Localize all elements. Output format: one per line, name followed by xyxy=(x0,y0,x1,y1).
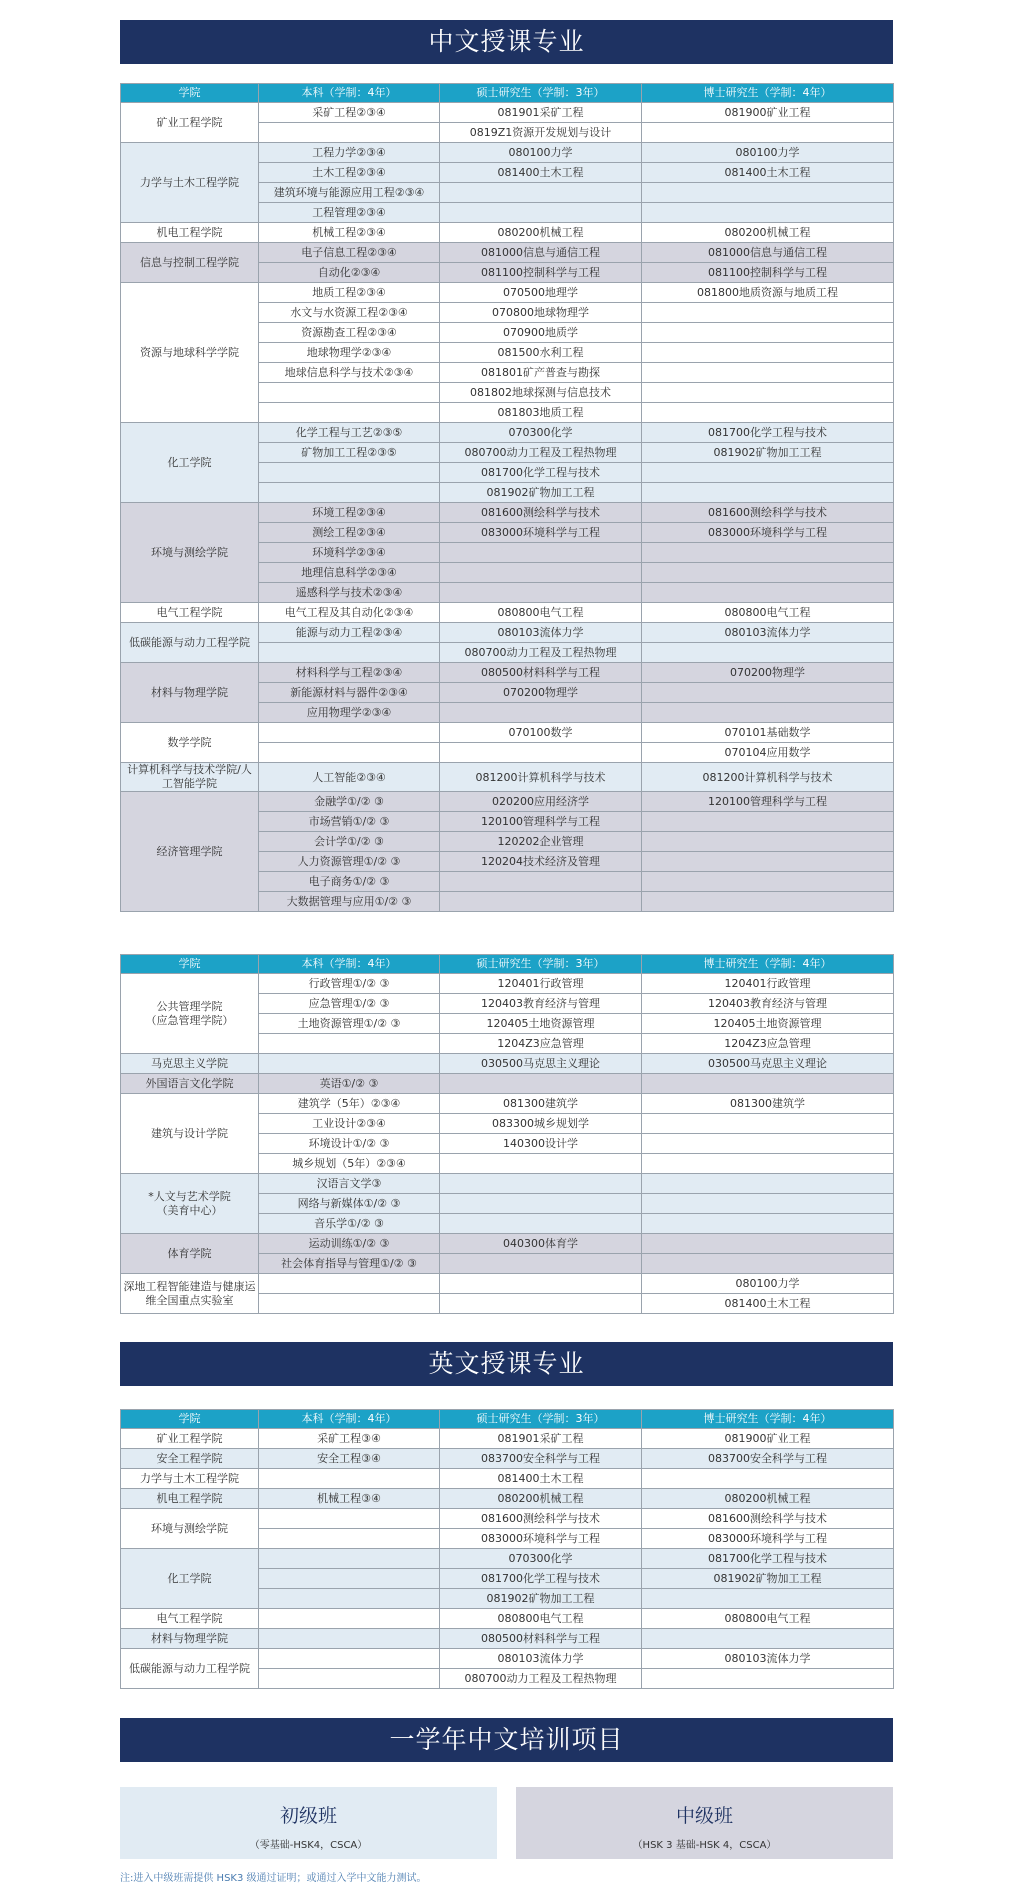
phd-cell: 120100管理科学与工程 xyxy=(642,792,894,812)
section-title-training: 一学年中文培训项目 xyxy=(120,1718,893,1762)
master-cell: 081300建筑学 xyxy=(440,1094,642,1114)
college-cell: 低碳能源与动力工程学院 xyxy=(121,1649,259,1689)
phd-cell xyxy=(642,1629,894,1649)
table-row xyxy=(121,663,894,683)
undergrad-cell: 土木工程②③④ xyxy=(259,163,440,183)
master-cell: 080800电气工程 xyxy=(440,1609,642,1629)
college-cell: 计算机科学与技术学院/人工智能学院 xyxy=(121,763,259,792)
college-cell: 环境与测绘学院 xyxy=(121,503,259,603)
phd-cell xyxy=(642,683,894,703)
master-cell: 080800电气工程 xyxy=(440,603,642,623)
phd-cell: 081700化学工程与技术 xyxy=(642,423,894,443)
undergrad-cell: 环境工程②③④ xyxy=(259,503,440,523)
undergrad-cell: 运动训练①/② ③ xyxy=(259,1234,440,1254)
college-cell: 低碳能源与动力工程学院 xyxy=(121,623,259,663)
column-header: 本科（学制：4年） xyxy=(259,1410,440,1429)
undergrad-cell: 电气工程及其自动化②③④ xyxy=(259,603,440,623)
master-cell: 080500材料科学与工程 xyxy=(440,663,642,683)
table-row xyxy=(121,1274,894,1294)
chinese-programs-table xyxy=(120,83,894,912)
undergrad-cell: 电子信息工程②③④ xyxy=(259,243,440,263)
master-cell: 1204Z3应急管理 xyxy=(440,1034,642,1054)
undergrad-cell xyxy=(259,1649,440,1669)
phd-cell xyxy=(642,383,894,403)
master-cell: 120405土地资源管理 xyxy=(440,1014,642,1034)
phd-cell xyxy=(642,183,894,203)
phd-cell: 080800电气工程 xyxy=(642,1609,894,1629)
undergrad-cell xyxy=(259,1034,440,1054)
college-cell: 机电工程学院 xyxy=(121,223,259,243)
undergrad-cell: 地质工程②③④ xyxy=(259,283,440,303)
phd-cell xyxy=(642,852,894,872)
master-cell: 080700动力工程及工程热物理 xyxy=(440,1669,642,1689)
college-cell: 公共管理学院 （应急管理学院） xyxy=(121,974,259,1054)
table-row xyxy=(121,1429,894,1449)
undergrad-cell: 地理信息科学②③④ xyxy=(259,563,440,583)
card-beginner-class xyxy=(120,1787,497,1859)
column-header: 博士研究生（学制：4年） xyxy=(642,84,894,103)
column-header: 学院 xyxy=(121,84,259,103)
undergrad-cell xyxy=(259,1274,440,1294)
master-cell xyxy=(440,703,642,723)
master-cell: 140300设计学 xyxy=(440,1134,642,1154)
undergrad-cell: 电子商务①/② ③ xyxy=(259,872,440,892)
undergrad-cell: 英语①/② ③ xyxy=(259,1074,440,1094)
college-cell: 矿业工程学院 xyxy=(121,103,259,143)
master-cell xyxy=(440,583,642,603)
undergrad-cell: 水文与水资源工程②③④ xyxy=(259,303,440,323)
phd-cell: 120405土地资源管理 xyxy=(642,1014,894,1034)
table-row xyxy=(121,1094,894,1114)
master-cell: 081902矿物加工工程 xyxy=(440,1589,642,1609)
phd-cell: 081400土木工程 xyxy=(642,1294,894,1314)
undergrad-cell: 安全工程③④ xyxy=(259,1449,440,1469)
undergrad-cell: 人力资源管理①/② ③ xyxy=(259,852,440,872)
master-cell: 083000环境科学与工程 xyxy=(440,1529,642,1549)
undergrad-cell: 采矿工程②③④ xyxy=(259,103,440,123)
college-cell: 经济管理学院 xyxy=(121,792,259,912)
phd-cell: 081902矿物加工工程 xyxy=(642,443,894,463)
undergrad-cell: 环境设计①/② ③ xyxy=(259,1134,440,1154)
master-cell xyxy=(440,563,642,583)
phd-cell xyxy=(642,643,894,663)
master-cell xyxy=(440,1194,642,1214)
undergrad-cell: 化学工程与工艺②③⑤ xyxy=(259,423,440,443)
undergrad-cell xyxy=(259,1609,440,1629)
card-intermediate-class xyxy=(516,1787,893,1859)
table-row xyxy=(121,143,894,163)
phd-cell: 083000环境科学与工程 xyxy=(642,1529,894,1549)
master-cell xyxy=(440,892,642,912)
master-cell: 081901采矿工程 xyxy=(440,103,642,123)
college-cell: 材料与物理学院 xyxy=(121,1629,259,1649)
college-cell: 化工学院 xyxy=(121,423,259,503)
undergrad-cell: 工业设计②③④ xyxy=(259,1114,440,1134)
phd-cell: 030500马克思主义理论 xyxy=(642,1054,894,1074)
college-cell: 环境与测绘学院 xyxy=(121,1509,259,1549)
phd-cell xyxy=(642,1134,894,1154)
master-cell xyxy=(440,1074,642,1094)
college-cell: 力学与土木工程学院 xyxy=(121,143,259,223)
table-row xyxy=(121,503,894,523)
college-cell: 深地工程智能建造与健康运维全国重点实验室 xyxy=(121,1274,259,1314)
master-cell: 070800地球物理学 xyxy=(440,303,642,323)
column-header: 硕士研究生（学制：3年） xyxy=(440,1410,642,1429)
table-row xyxy=(121,603,894,623)
table-row xyxy=(121,1489,894,1509)
college-cell: 化工学院 xyxy=(121,1549,259,1609)
master-cell: 040300体育学 xyxy=(440,1234,642,1254)
master-cell: 081700化学工程与技术 xyxy=(440,1569,642,1589)
phd-cell xyxy=(642,123,894,143)
phd-cell: 083000环境科学与工程 xyxy=(642,523,894,543)
master-cell: 083300城乡规划学 xyxy=(440,1114,642,1134)
master-cell: 070900地质学 xyxy=(440,323,642,343)
undergrad-cell xyxy=(259,463,440,483)
phd-cell xyxy=(642,1589,894,1609)
college-cell: 数学学院 xyxy=(121,723,259,763)
master-cell xyxy=(440,743,642,763)
card-subtitle: （HSK 3 基础-HSK 4，CSCA） xyxy=(632,1840,777,1851)
phd-cell xyxy=(642,543,894,563)
undergrad-cell xyxy=(259,1294,440,1314)
master-cell xyxy=(440,183,642,203)
card-title: 初级班 xyxy=(279,1805,337,1827)
master-cell: 081400土木工程 xyxy=(440,163,642,183)
undergrad-cell: 人工智能②③④ xyxy=(259,763,440,792)
master-cell: 030500马克思主义理论 xyxy=(440,1054,642,1074)
column-header: 本科（学制：4年） xyxy=(259,84,440,103)
master-cell xyxy=(440,1294,642,1314)
college-cell: 机电工程学院 xyxy=(121,1489,259,1509)
phd-cell xyxy=(642,403,894,423)
undergrad-cell: 行政管理①/② ③ xyxy=(259,974,440,994)
master-cell xyxy=(440,1254,642,1274)
column-header: 博士研究生（学制：4年） xyxy=(642,955,894,974)
master-cell: 083700安全科学与工程 xyxy=(440,1449,642,1469)
undergrad-cell: 地球物理学②③④ xyxy=(259,343,440,363)
undergrad-cell: 应急管理①/② ③ xyxy=(259,994,440,1014)
master-cell xyxy=(440,1214,642,1234)
undergrad-cell: 汉语言文学③ xyxy=(259,1174,440,1194)
table-row xyxy=(121,1649,894,1669)
phd-cell xyxy=(642,1194,894,1214)
master-cell: 070300化学 xyxy=(440,1549,642,1569)
table-row xyxy=(121,223,894,243)
master-cell: 120202企业管理 xyxy=(440,832,642,852)
phd-cell xyxy=(642,1174,894,1194)
undergrad-cell: 城乡规划（5年）②③④ xyxy=(259,1154,440,1174)
phd-cell: 120401行政管理 xyxy=(642,974,894,994)
table-row xyxy=(121,1234,894,1254)
undergrad-cell xyxy=(259,1569,440,1589)
college-cell: 力学与土木工程学院 xyxy=(121,1469,259,1489)
master-cell: 080103流体力学 xyxy=(440,623,642,643)
undergrad-cell: 大数据管理与应用①/② ③ xyxy=(259,892,440,912)
master-cell: 081803地质工程 xyxy=(440,403,642,423)
footnote: 注:进入中级班需提供 HSK3 级通过证明；或通过入学中文能力测试。 xyxy=(120,1873,427,1884)
section-title-english: 英文授课专业 xyxy=(120,1342,893,1386)
phd-cell: 080100力学 xyxy=(642,143,894,163)
master-cell: 081500水利工程 xyxy=(440,343,642,363)
master-cell: 120403教育经济与管理 xyxy=(440,994,642,1014)
master-cell: 081902矿物加工工程 xyxy=(440,483,642,503)
phd-cell xyxy=(642,303,894,323)
undergrad-cell: 会计学①/② ③ xyxy=(259,832,440,852)
master-cell: 081000信息与通信工程 xyxy=(440,243,642,263)
undergrad-cell: 遥感科学与技术②③④ xyxy=(259,583,440,603)
section-title-chinese: 中文授课专业 xyxy=(120,20,893,64)
header-row xyxy=(121,84,894,103)
phd-cell xyxy=(642,1254,894,1274)
english-programs-table xyxy=(120,1409,894,1689)
master-cell: 070100数学 xyxy=(440,723,642,743)
master-cell xyxy=(440,203,642,223)
phd-cell xyxy=(642,872,894,892)
master-cell: 081600测绘科学与技术 xyxy=(440,503,642,523)
phd-cell: 080200机械工程 xyxy=(642,1489,894,1509)
master-cell: 080700动力工程及工程热物理 xyxy=(440,643,642,663)
master-cell: 080103流体力学 xyxy=(440,1649,642,1669)
college-cell: 信息与控制工程学院 xyxy=(121,243,259,283)
phd-cell: 080103流体力学 xyxy=(642,1649,894,1669)
undergrad-cell xyxy=(259,1669,440,1689)
table-row xyxy=(121,1549,894,1569)
table-row xyxy=(121,1449,894,1469)
phd-cell: 081100控制科学与工程 xyxy=(642,263,894,283)
phd-cell: 083700安全科学与工程 xyxy=(642,1449,894,1469)
master-cell: 070300化学 xyxy=(440,423,642,443)
phd-cell xyxy=(642,463,894,483)
master-cell: 081600测绘科学与技术 xyxy=(440,1509,642,1529)
phd-cell: 081000信息与通信工程 xyxy=(642,243,894,263)
phd-cell xyxy=(642,483,894,503)
undergrad-cell: 地球信息科学与技术②③④ xyxy=(259,363,440,383)
master-cell: 080500材料科学与工程 xyxy=(440,1629,642,1649)
phd-cell: 070200物理学 xyxy=(642,663,894,683)
college-cell: *人文与艺术学院 （美育中心） xyxy=(121,1174,259,1234)
undergrad-cell: 应用物理学②③④ xyxy=(259,703,440,723)
card-subtitle: （零基础-HSK4，CSCA） xyxy=(249,1840,368,1851)
undergrad-cell xyxy=(259,1509,440,1529)
phd-cell xyxy=(642,892,894,912)
table-row xyxy=(121,623,894,643)
undergrad-cell: 金融学①/② ③ xyxy=(259,792,440,812)
table-row xyxy=(121,1469,894,1489)
undergrad-cell xyxy=(259,483,440,503)
phd-cell: 080100力学 xyxy=(642,1274,894,1294)
college-cell: 资源与地球科学学院 xyxy=(121,283,259,423)
master-cell xyxy=(440,872,642,892)
master-cell: 120100管理科学与工程 xyxy=(440,812,642,832)
college-cell: 矿业工程学院 xyxy=(121,1429,259,1449)
undergrad-cell: 环境科学②③④ xyxy=(259,543,440,563)
undergrad-cell xyxy=(259,1469,440,1489)
table-row xyxy=(121,763,894,792)
phd-cell: 081400土木工程 xyxy=(642,163,894,183)
phd-cell: 081800地质资源与地质工程 xyxy=(642,283,894,303)
phd-cell: 080200机械工程 xyxy=(642,223,894,243)
phd-cell: 081600测绘科学与技术 xyxy=(642,503,894,523)
column-header: 硕士研究生（学制：3年） xyxy=(440,84,642,103)
master-cell: 081400土木工程 xyxy=(440,1469,642,1489)
phd-cell xyxy=(642,583,894,603)
master-cell: 081200计算机科学与技术 xyxy=(440,763,642,792)
college-cell: 建筑与设计学院 xyxy=(121,1094,259,1174)
phd-cell: 081300建筑学 xyxy=(642,1094,894,1114)
undergrad-cell xyxy=(259,383,440,403)
phd-cell: 070101基础数学 xyxy=(642,723,894,743)
master-cell xyxy=(440,543,642,563)
column-header: 硕士研究生（学制：3年） xyxy=(440,955,642,974)
header-row xyxy=(121,955,894,974)
undergrad-cell: 机械工程③④ xyxy=(259,1489,440,1509)
undergrad-cell: 能源与动力工程②③④ xyxy=(259,623,440,643)
undergrad-cell: 采矿工程③④ xyxy=(259,1429,440,1449)
master-cell: 120204技术经济及管理 xyxy=(440,852,642,872)
phd-cell xyxy=(642,343,894,363)
header-row xyxy=(121,1410,894,1429)
phd-cell: 1204Z3应急管理 xyxy=(642,1034,894,1054)
undergrad-cell xyxy=(259,1549,440,1569)
chinese-programs-table-continued xyxy=(120,954,894,1314)
master-cell: 080200机械工程 xyxy=(440,1489,642,1509)
table-row xyxy=(121,1629,894,1649)
undergrad-cell: 土地资源管理①/② ③ xyxy=(259,1014,440,1034)
college-cell: 材料与物理学院 xyxy=(121,663,259,723)
table-row xyxy=(121,723,894,743)
card-title: 中级班 xyxy=(675,1805,733,1827)
phd-cell: 081900矿业工程 xyxy=(642,103,894,123)
master-cell: 070500地理学 xyxy=(440,283,642,303)
master-cell: 080700动力工程及工程热物理 xyxy=(440,443,642,463)
master-cell: 081901采矿工程 xyxy=(440,1429,642,1449)
phd-cell xyxy=(642,1214,894,1234)
undergrad-cell: 测绘工程②③④ xyxy=(259,523,440,543)
college-cell: 安全工程学院 xyxy=(121,1449,259,1469)
master-cell: 120401行政管理 xyxy=(440,974,642,994)
phd-cell: 120403教育经济与管理 xyxy=(642,994,894,1014)
undergrad-cell xyxy=(259,403,440,423)
phd-cell xyxy=(642,1154,894,1174)
table-row xyxy=(121,243,894,263)
column-header: 学院 xyxy=(121,1410,259,1429)
college-cell: 马克思主义学院 xyxy=(121,1054,259,1074)
phd-cell xyxy=(642,203,894,223)
undergrad-cell xyxy=(259,643,440,663)
phd-cell: 081200计算机科学与技术 xyxy=(642,763,894,792)
undergrad-cell: 自动化②③④ xyxy=(259,263,440,283)
undergrad-cell xyxy=(259,123,440,143)
undergrad-cell xyxy=(259,743,440,763)
table-row xyxy=(121,1609,894,1629)
college-cell: 电气工程学院 xyxy=(121,1609,259,1629)
table-row xyxy=(121,1509,894,1529)
undergrad-cell: 工程力学②③④ xyxy=(259,143,440,163)
table-row xyxy=(121,423,894,443)
column-header: 本科（学制：4年） xyxy=(259,955,440,974)
phd-cell xyxy=(642,1234,894,1254)
undergrad-cell: 网络与新媒体①/② ③ xyxy=(259,1194,440,1214)
college-cell: 电气工程学院 xyxy=(121,603,259,623)
phd-cell xyxy=(642,832,894,852)
undergrad-cell: 材料科学与工程②③④ xyxy=(259,663,440,683)
master-cell xyxy=(440,1174,642,1194)
phd-cell xyxy=(642,1114,894,1134)
phd-cell: 080103流体力学 xyxy=(642,623,894,643)
undergrad-cell: 建筑环境与能源应用工程②③④ xyxy=(259,183,440,203)
master-cell: 070200物理学 xyxy=(440,683,642,703)
phd-cell xyxy=(642,1469,894,1489)
table-row xyxy=(121,1074,894,1094)
undergrad-cell: 音乐学①/② ③ xyxy=(259,1214,440,1234)
undergrad-cell: 机械工程②③④ xyxy=(259,223,440,243)
table-row xyxy=(121,974,894,994)
master-cell: 081700化学工程与技术 xyxy=(440,463,642,483)
table-row xyxy=(121,283,894,303)
undergrad-cell: 工程管理②③④ xyxy=(259,203,440,223)
undergrad-cell xyxy=(259,1629,440,1649)
undergrad-cell: 社会体育指导与管理①/② ③ xyxy=(259,1254,440,1274)
master-cell: 083000环境科学与工程 xyxy=(440,523,642,543)
column-header: 博士研究生（学制：4年） xyxy=(642,1410,894,1429)
master-cell xyxy=(440,1154,642,1174)
undergrad-cell xyxy=(259,1589,440,1609)
undergrad-cell xyxy=(259,1054,440,1074)
table-row xyxy=(121,792,894,812)
phd-cell xyxy=(642,363,894,383)
phd-cell: 081900矿业工程 xyxy=(642,1429,894,1449)
table-row xyxy=(121,103,894,123)
phd-cell xyxy=(642,1669,894,1689)
college-cell: 外国语言文化学院 xyxy=(121,1074,259,1094)
master-cell: 081100控制科学与工程 xyxy=(440,263,642,283)
phd-cell: 081600测绘科学与技术 xyxy=(642,1509,894,1529)
master-cell: 081801矿产普查与勘探 xyxy=(440,363,642,383)
phd-cell xyxy=(642,1074,894,1094)
undergrad-cell xyxy=(259,1529,440,1549)
phd-cell xyxy=(642,812,894,832)
undergrad-cell: 市场营销①/② ③ xyxy=(259,812,440,832)
phd-cell xyxy=(642,703,894,723)
phd-cell xyxy=(642,323,894,343)
table-row xyxy=(121,1174,894,1194)
master-cell: 081802地球探测与信息技术 xyxy=(440,383,642,403)
undergrad-cell: 新能源材料与器件②③④ xyxy=(259,683,440,703)
undergrad-cell: 矿物加工工程②③⑤ xyxy=(259,443,440,463)
table-row xyxy=(121,1054,894,1074)
master-cell: 0819Z1资源开发规划与设计 xyxy=(440,123,642,143)
master-cell: 080100力学 xyxy=(440,143,642,163)
column-header: 学院 xyxy=(121,955,259,974)
phd-cell: 070104应用数学 xyxy=(642,743,894,763)
phd-cell: 080800电气工程 xyxy=(642,603,894,623)
master-cell: 080200机械工程 xyxy=(440,223,642,243)
master-cell xyxy=(440,1274,642,1294)
phd-cell: 081700化学工程与技术 xyxy=(642,1549,894,1569)
undergrad-cell: 资源勘查工程②③④ xyxy=(259,323,440,343)
phd-cell xyxy=(642,563,894,583)
undergrad-cell xyxy=(259,723,440,743)
master-cell: 020200应用经济学 xyxy=(440,792,642,812)
college-cell: 体育学院 xyxy=(121,1234,259,1274)
phd-cell: 081902矿物加工工程 xyxy=(642,1569,894,1589)
undergrad-cell: 建筑学（5年）②③④ xyxy=(259,1094,440,1114)
